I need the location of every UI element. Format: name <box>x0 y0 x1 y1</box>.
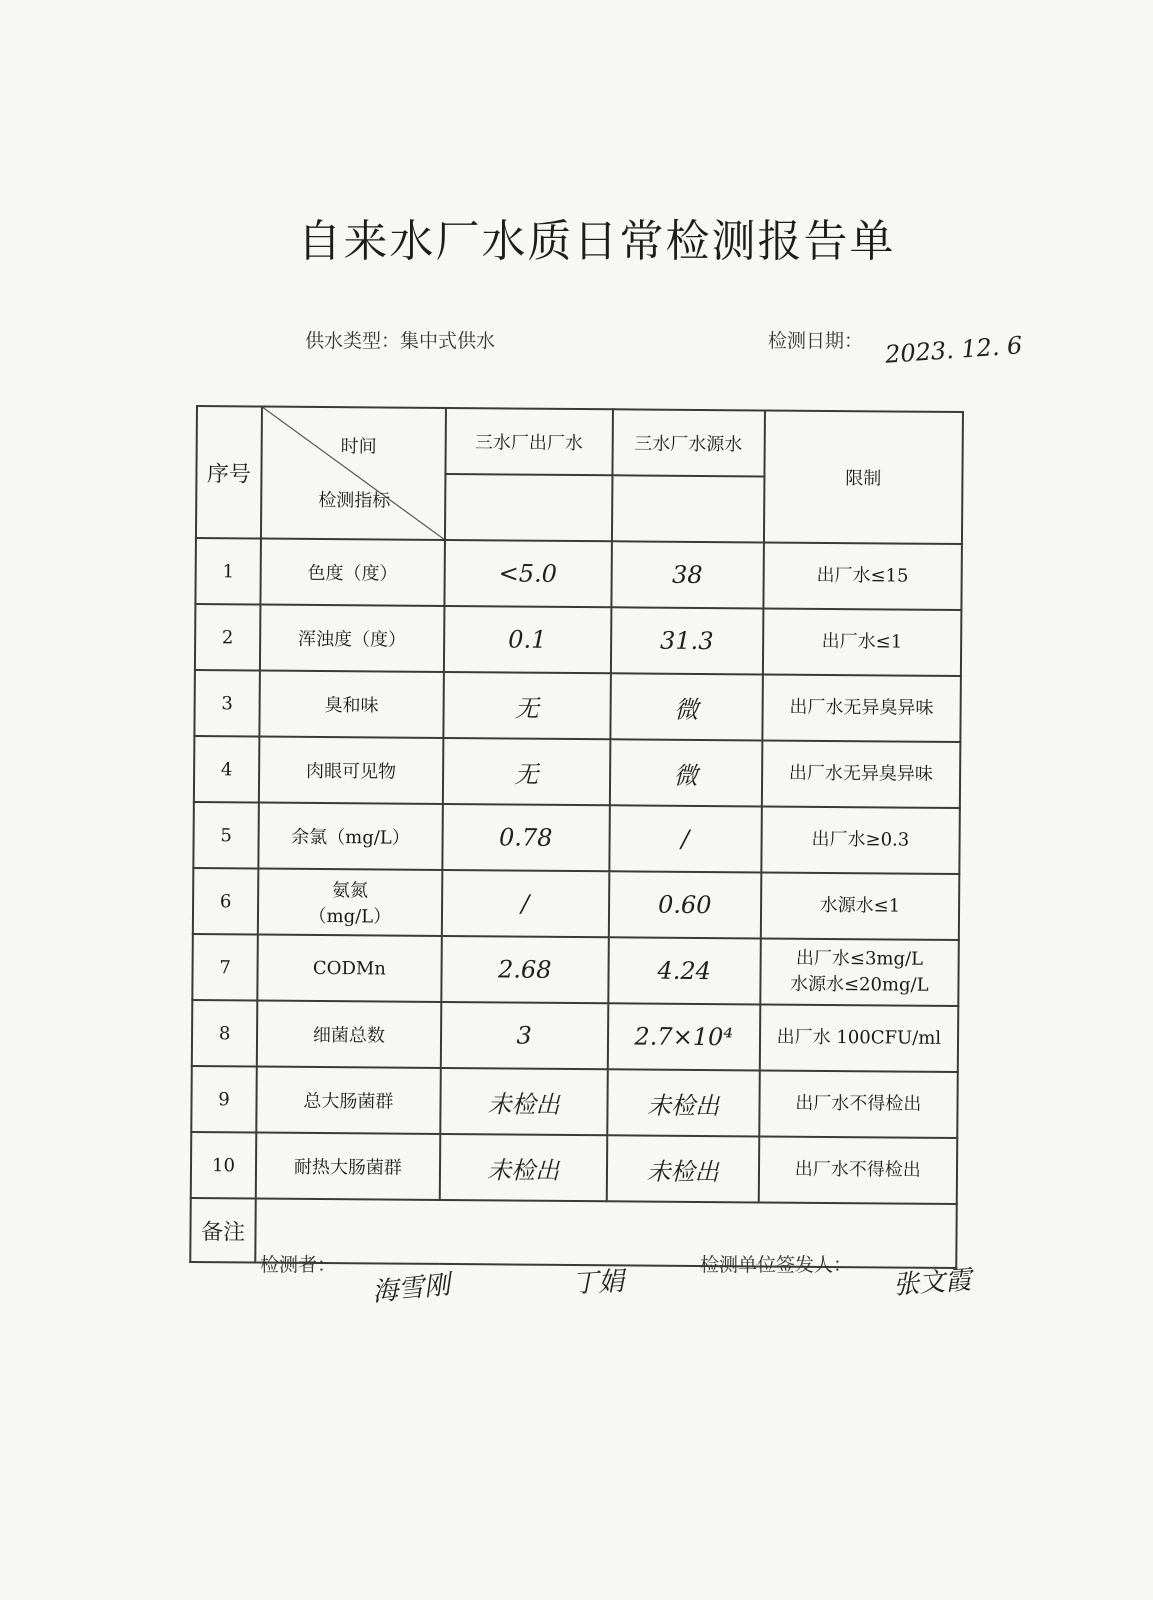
header-indicator: 检测指标 <box>318 489 391 512</box>
row-seq: 6 <box>193 868 259 935</box>
table-row <box>194 736 960 808</box>
row-indicator-line2: （mg/L） <box>308 905 392 928</box>
row-value-a: 0.78 <box>442 804 609 871</box>
row-value-a: / <box>442 870 609 937</box>
report-title: 自来水厂水质日常检测报告单 <box>297 216 896 267</box>
row-seq: 3 <box>194 670 260 737</box>
row-indicator-line1: 氨氮 <box>331 880 369 902</box>
date-label: 检测日期： <box>768 330 864 352</box>
row-indicator: 肉眼可见物 <box>259 737 443 804</box>
row-value-a: 0.1 <box>444 606 611 673</box>
row-value-a: 2.68 <box>441 936 608 1003</box>
row-indicator <box>258 869 442 936</box>
table-row <box>192 934 958 1006</box>
table-row <box>195 604 961 676</box>
row-value-b: 31.3 <box>611 607 764 674</box>
row-seq: 7 <box>192 934 258 1001</box>
table-row <box>195 538 961 610</box>
row-value-b: 4.24 <box>608 937 761 1004</box>
row-limit: 出厂水无异臭异味 <box>762 740 961 808</box>
row-indicator: 臭和味 <box>259 671 443 738</box>
table-row <box>194 670 960 742</box>
row-limit: 出厂水不得检出 <box>759 1070 958 1138</box>
row-limit: 出厂水无异臭异味 <box>762 674 961 742</box>
row-indicator: 浑浊度（度） <box>260 605 444 672</box>
row-seq: 9 <box>191 1066 257 1133</box>
row-indicator: 色度（度） <box>260 539 444 606</box>
issuer-signature: 张文霞 <box>892 1265 973 1301</box>
supply-type: 供水类型：集中式供水 <box>305 330 496 352</box>
diagonal-line <box>262 408 445 539</box>
tester-label: 检测者： <box>260 1254 337 1276</box>
row-value-b: 2.7×10⁴ <box>607 1003 760 1070</box>
header-col-a: 三水厂出厂水 <box>445 408 612 475</box>
row-seq: 8 <box>192 1000 258 1067</box>
row-seq: 10 <box>191 1132 257 1199</box>
row-value-a: 无 <box>443 672 610 739</box>
row-value-b: 微 <box>610 739 763 806</box>
row-limit: 出厂水 100CFU/ml <box>759 1004 958 1072</box>
table-row <box>191 1132 957 1204</box>
header-limit: 限制 <box>764 410 963 544</box>
row-value-b: 微 <box>610 673 763 740</box>
tester-signature-2: 丁娟 <box>571 1266 625 1300</box>
report-table <box>189 405 964 1269</box>
remark-label: 备注 <box>190 1198 256 1263</box>
row-value-a: <5.0 <box>444 540 611 607</box>
header-col-b: 三水厂水源水 <box>612 409 765 476</box>
row-seq: 5 <box>193 802 259 869</box>
row-indicator: 耐热大肠菌群 <box>256 1132 440 1199</box>
header-seq: 序号 <box>196 406 262 539</box>
row-limit-line1: 出厂水≤3mg/L <box>795 947 924 970</box>
header-time: 时间 <box>340 436 377 458</box>
table-row <box>192 1000 958 1072</box>
header-diagonal-cell <box>261 407 446 540</box>
row-limit: 出厂水不得检出 <box>758 1136 957 1204</box>
header-col-b-blank <box>612 475 765 542</box>
row-limit: 出厂水≤15 <box>763 542 962 610</box>
tester-signature-1: 海雪刚 <box>370 1269 452 1308</box>
row-indicator: 余氯（mg/L） <box>258 803 442 870</box>
row-value-a: 未检出 <box>440 1068 607 1135</box>
row-limit-line2: 水源水≤20mg/L <box>789 973 929 996</box>
row-indicator: CODMn <box>257 935 441 1002</box>
row-value-b: 未检出 <box>607 1069 760 1136</box>
row-value-b: / <box>609 805 762 872</box>
row-value-a: 3 <box>440 1002 607 1069</box>
row-value-a: 未检出 <box>439 1134 606 1201</box>
date-value: 2023. 12. 6 <box>884 331 1024 369</box>
row-value-b: 未检出 <box>606 1135 759 1202</box>
row-seq: 2 <box>195 604 261 671</box>
table-header-row <box>196 406 962 478</box>
row-limit: 出厂水≤1 <box>763 608 962 676</box>
issuer-label: 检测单位签发人： <box>700 1254 853 1276</box>
row-indicator: 细菌总数 <box>257 1001 441 1068</box>
header-col-a-blank <box>445 474 612 541</box>
row-limit: 水源水≤1 <box>760 872 959 940</box>
table-row <box>191 1066 957 1138</box>
row-value-b: 38 <box>611 541 764 608</box>
row-limit <box>760 938 959 1006</box>
table-row <box>193 802 959 874</box>
table-row <box>193 868 959 940</box>
row-indicator: 总大肠菌群 <box>256 1066 440 1133</box>
row-seq: 4 <box>194 736 260 803</box>
row-value-b: 0.60 <box>608 871 761 938</box>
row-value-a: 无 <box>443 738 610 805</box>
row-seq: 1 <box>195 538 261 605</box>
row-limit: 出厂水≥0.3 <box>761 806 960 874</box>
